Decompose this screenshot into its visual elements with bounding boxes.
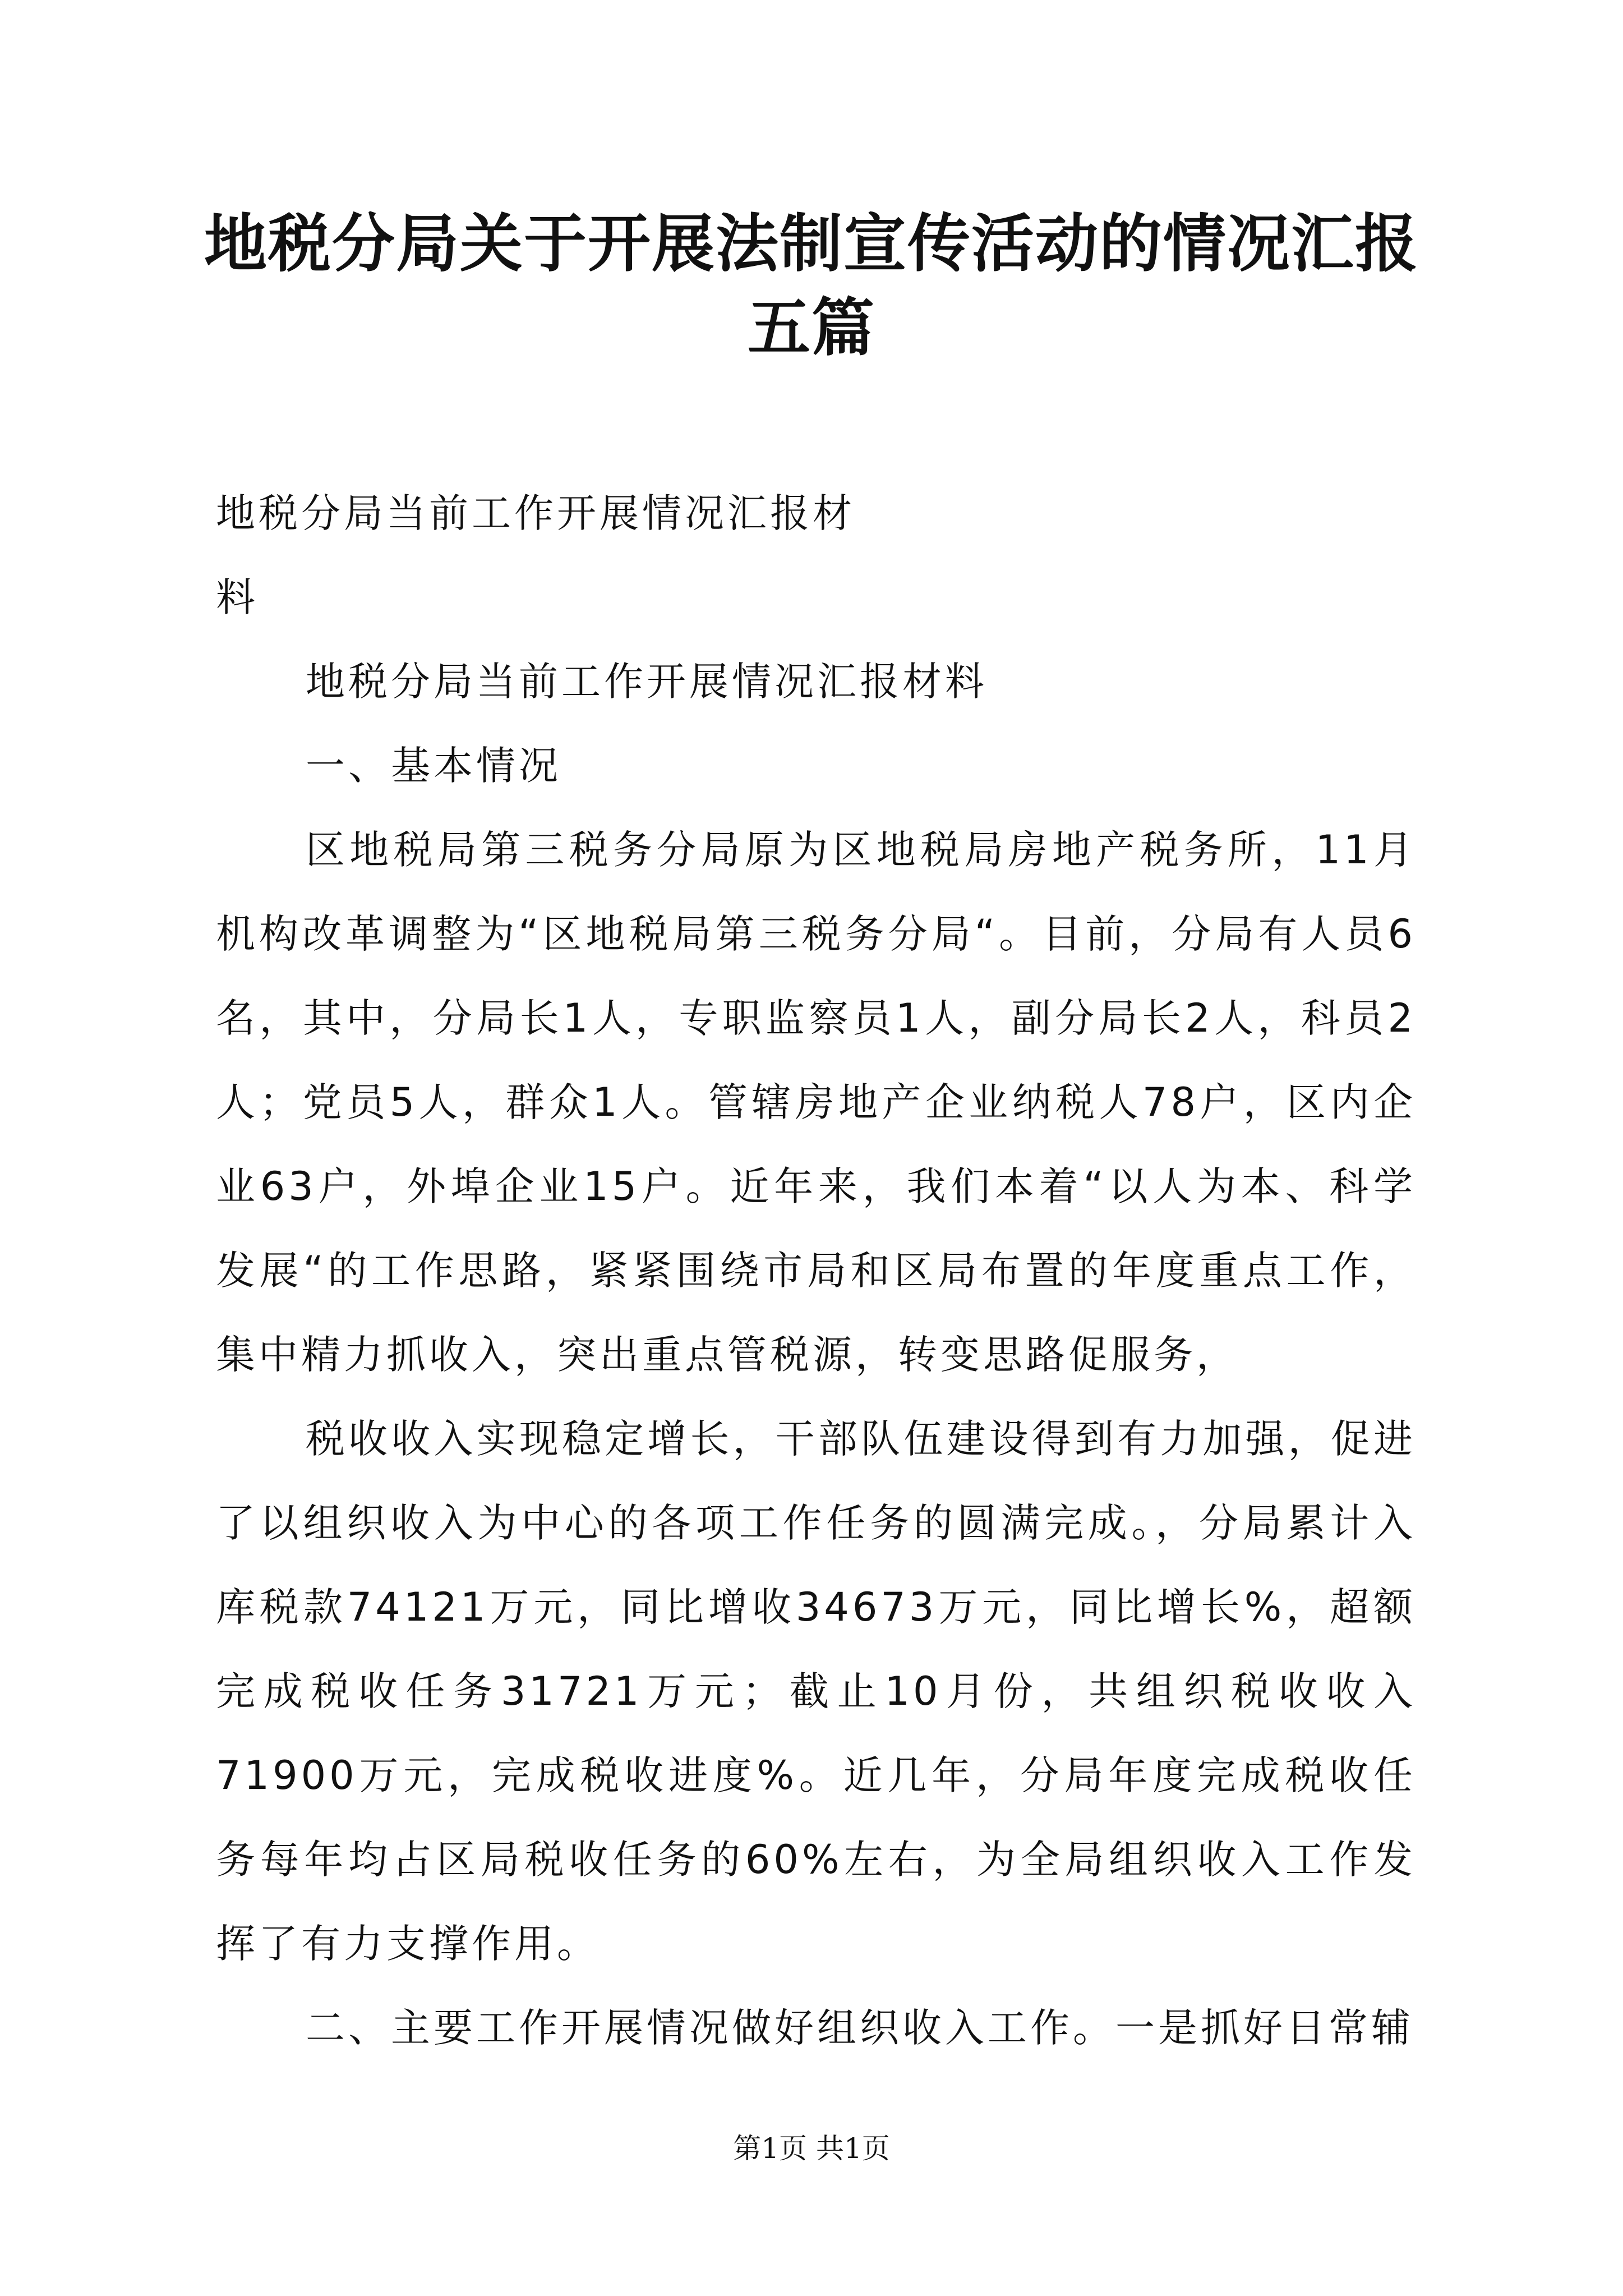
document-title: 地税分局关于开展法制宣传活动的情况汇报五篇 [204, 207, 1419, 365]
paragraph-tax-revenue: 税收收入实现稳定增长，干部队伍建设得到有力加强，促进了以组织收入为中心的各项工作任务的圆满完成。，分局累计入库税款74121万元，同比增收34673万元，同比增长%，超额完成税收任务31721万元；截止10月份，共组织税收收入71900万元，完成税收进度%。近几年，分局年度完成税收任务每年均占区局税收任务的60%左右，为全局组织收入工作发挥了有力支撑作用。 [216, 1416, 1416, 1967]
page-footer: 第1页 共1页 [733, 2132, 890, 2165]
paragraph-subtitle: 地税分局当前工作开展情况汇报材料 [306, 659, 988, 705]
document-body [216, 471, 1416, 2070]
paragraph-subtitle-wrapped: 地税分局当前工作开展情况汇报材料 [216, 490, 855, 620]
paragraph-basic-info: 区地税局第三税务分局原为区地税局房地产税务所，11月机构改革调整为“区地税局第三税务分局“。目前，分局有人员6名，其中，分局长1人，专职监察员1人，副分局长2人，科员2人；党员5人，群众1人。管辖房地产企业纳税人78户，区内企业63户，外埠企业15户。近年来，我们本着“以人为本、科学发展“的工作思路，紧紧围绕市局和区局布置的年度重点工作，集中精力抓收入，突出重点管税源，转变思路促服务， [216, 827, 1416, 1378]
section-heading-main-work: 二、主要工作开展情况做好组织收入工作。一是抓好日常辅 [306, 2005, 1414, 2051]
section-heading-basic-info: 一、基本情况 [306, 743, 561, 789]
